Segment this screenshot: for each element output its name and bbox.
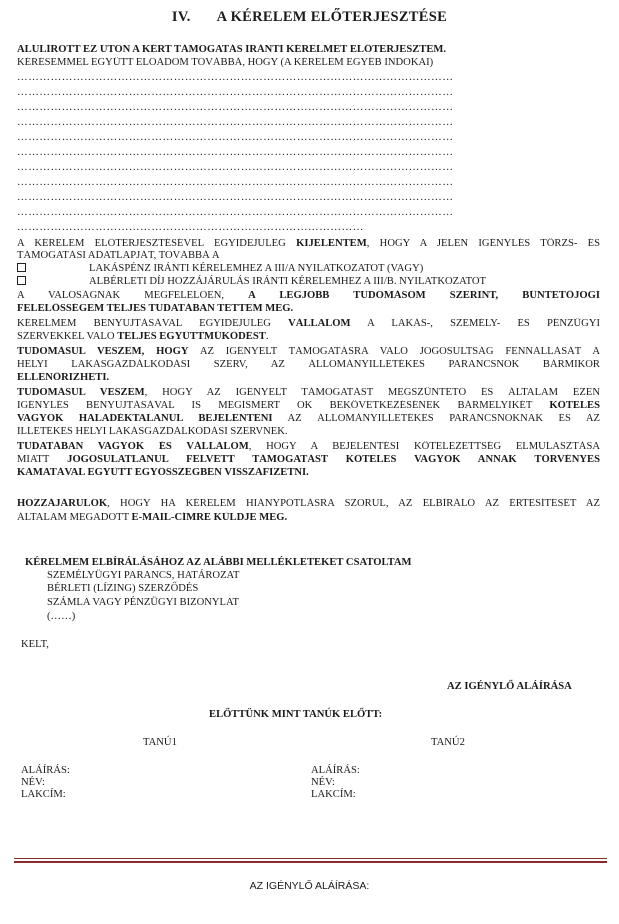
attachment-item: SZÁMLA VAGY PÉNZÜGYI BIZONYLAT bbox=[47, 597, 239, 608]
consent-line-1 bbox=[17, 498, 600, 510]
cooperation-text: . bbox=[265, 331, 269, 342]
report-text: IGÉNYLÉS BENYÚJTÁSÁVAL IS MEGISMERT OK BEKÖVETKEZÉSÉNEK BÁRMELYIKÉT bbox=[17, 400, 550, 411]
consent-text: , HOGY HA KÉRELEM HIÁNYPÓTLÁSRA SZORUL, AZ ELBÍRÁLÓ AZ ÉRTESÍTÉSÉT AZ bbox=[107, 498, 600, 509]
attachments-heading: KÉRELMEM ELBÍRÁLÁSÁHOZ AZ ALÁBBI MELLÉKLETEKET CSATOLTAM bbox=[25, 557, 412, 568]
witness-1-name-label: NÉV: bbox=[21, 777, 45, 788]
option-housing-allowance-label: LAKÁSPÉNZ IRÁNTI KÉRELEMHEZ A III/A NYILATKOZATOT (VAGY) bbox=[89, 263, 424, 274]
reason-line-8[interactable]: ……………………………………………………………………………………………………… bbox=[17, 177, 454, 188]
cooperation-text: SZERVEKKEL VALÓ bbox=[17, 331, 118, 342]
attachment-item: SZEMÉLYÜGYI PARANCS, HATÁROZAT bbox=[47, 570, 240, 581]
footer-applicant-signature: AZ IGÉNYLŐ ALÁÍRÁSA: bbox=[249, 880, 370, 892]
witness-2-title: TANÚ2 bbox=[431, 737, 465, 748]
reason-line-5[interactable]: ……………………………………………………………………………………………………… bbox=[17, 132, 454, 143]
reason-line-9[interactable]: ……………………………………………………………………………………………………… bbox=[17, 192, 454, 203]
declaration-line-2: TÁMOGATÁSI ADATLAPJÁT, TOVÁBBÁ A bbox=[17, 250, 220, 261]
report-line-4: ILLETÉKES HELYI LAKÁSGAZDÁLKODÁSI SZERVNEK. bbox=[17, 426, 288, 437]
refund-bold: TUDATÁBAN VAGYOK ÉS VÁLLALOM bbox=[17, 441, 249, 452]
declaration-bold: KIJELENTEM bbox=[296, 238, 367, 249]
cooperation-text: A LAKÁS-, SZEMÉLY- ÉS PÉNZÜGYI bbox=[350, 318, 600, 329]
checkbox-housing-allowance[interactable] bbox=[17, 263, 26, 272]
declaration-line-4: FELELŐSSÉGEM TELJES TUDATÁBAN TETTEM MEG. bbox=[17, 303, 294, 314]
witness-2-address-label: LAKCÍM: bbox=[311, 789, 356, 800]
witness-2-signature-label: ALÁÍRÁS: bbox=[311, 765, 360, 776]
declaration-text: , HOGY A JELEN IGÉNYLÉS TÖRZS- ÉS bbox=[366, 238, 600, 249]
refund-text: , HOGY A BEJELENTÉSI KÖTELEZETTSÉG ELMULASZTÁSA bbox=[248, 441, 600, 452]
acknowledge-line-3: ELLENŐRIZHETI. bbox=[17, 372, 110, 383]
reason-line-2[interactable]: ……………………………………………………………………………………………………… bbox=[17, 87, 454, 98]
declaration-text: A KÉRELEM ELŐTERJESZTÉSÉVEL EGYIDEJŰLEG bbox=[17, 238, 297, 249]
reason-line-6[interactable]: ……………………………………………………………………………………………………… bbox=[17, 147, 454, 158]
witness-1-title: TANÚ1 bbox=[143, 737, 177, 748]
report-text: AZ ÁLLOMÁNYILLETÉKES PARANCSNOKNAK ÉS AZ bbox=[272, 413, 600, 424]
consent-line-2 bbox=[17, 512, 600, 524]
submission-statement: ALULÍROTT EZ ÚTON A KÉRT TÁMOGATÁS IRÁNTI KÉRELMET ELŐTERJESZTEM. bbox=[17, 44, 447, 55]
attachment-item: (……) bbox=[47, 611, 76, 622]
footer-rule-thick bbox=[14, 861, 607, 863]
cooperation-line-1 bbox=[17, 318, 600, 330]
consent-bold: E-MAIL-CÍMRE KÜLDJE MEG. bbox=[131, 512, 288, 523]
witness-2-name-label: NÉV: bbox=[311, 777, 335, 788]
reason-line-4[interactable]: ……………………………………………………………………………………………………… bbox=[17, 117, 454, 128]
witnesses-heading: ELŐTTÜNK MINT TANÚK ELŐTT: bbox=[209, 709, 383, 720]
report-line-3 bbox=[17, 413, 600, 425]
checkbox-rent-contribution[interactable] bbox=[17, 276, 26, 285]
acknowledge-bold: TUDOMÁSUL VESZEM, HOGY bbox=[17, 346, 189, 357]
consent-text: ÁLTALAM MEGADOTT bbox=[17, 512, 132, 523]
footer-rule-thin bbox=[14, 858, 607, 859]
declaration-line-3 bbox=[17, 290, 600, 302]
acknowledge-line-2: HELYI LAKÁSGAZDÁLKODÁSI SZERV, AZ ÁLLOMÁNYILLETÉKES PARANCSNOK BÁRMIKOR bbox=[17, 359, 600, 370]
report-bold: KÖTELES bbox=[549, 400, 600, 411]
cooperation-bold: VÁLLALOM bbox=[288, 318, 351, 329]
witness-1-signature-label: ALÁÍRÁS: bbox=[21, 765, 70, 776]
declaration-line-1 bbox=[17, 238, 600, 250]
section-number: IV. bbox=[171, 9, 191, 25]
attachment-item: BÉRLETI (LÍZING) SZERZŐDÉS bbox=[47, 583, 199, 594]
kelt-label: KELT, bbox=[21, 639, 49, 650]
reason-line-10[interactable]: ……………………………………………………………………………………………………… bbox=[17, 207, 454, 218]
applicant-signature-label: AZ IGÉNYLŐ ALÁÍRÁSA bbox=[447, 681, 572, 692]
report-bold: TUDOMÁSUL VESZEM bbox=[17, 387, 145, 398]
reason-line-11[interactable]: ………………………………………………………………………………… bbox=[17, 222, 365, 233]
witness-1-address-label: LAKCÍM: bbox=[21, 789, 66, 800]
refund-text: MIATT bbox=[17, 454, 68, 465]
refund-line-3: KAMATÁVAL EGYÜTT EGYÖSSZEGBEN VISSZAFIZETNI. bbox=[17, 467, 309, 478]
declaration-text: A VALÓSÁGNAK MEGFELELŐEN, bbox=[17, 290, 249, 301]
section-heading: A KÉRELEM ELŐTERJESZTÉSE bbox=[216, 9, 448, 25]
acknowledge-text: AZ IGÉNYELT TÁMOGATÁSRA VALÓ JOGOSULTSÁG FENNÁLLÁSÁT A bbox=[188, 346, 600, 357]
report-line-1 bbox=[17, 387, 600, 399]
refund-bold: JOGOSULATLANUL FELVETT TÁMOGATÁST KÖTELES VAGYOK ANNAK TÖRVÉNYES bbox=[67, 454, 600, 465]
report-line-2 bbox=[17, 400, 600, 412]
consent-bold: HOZZÁJÁRULOK bbox=[17, 498, 108, 509]
report-bold: VAGYOK HALADÉKTALANUL BEJELENTENI bbox=[17, 413, 273, 424]
cooperation-bold: TELJES EGYÜTTMŰKÖDÉST bbox=[117, 331, 266, 342]
reason-line-3[interactable]: ……………………………………………………………………………………………………… bbox=[17, 102, 454, 113]
option-rent-contribution-label: ALBÉRLETI DÍJ HOZZÁJÁRULÁS IRÁNTI KÉRELEMHEZ A III/B. NYILATKOZATOT bbox=[89, 276, 487, 287]
report-text: , HOGY AZ IGÉNYELT TÁMOGATÁST MEGSZÜNTETŐ ÉS ÁLTALAM EZEN bbox=[144, 387, 600, 398]
section-title bbox=[0, 9, 619, 26]
reason-line-1[interactable]: ……………………………………………………………………………………………………… bbox=[17, 72, 454, 83]
declaration-bold: A LEGJOBB TUDOMÁSOM SZERINT, BÜNTETŐJOGI bbox=[248, 290, 600, 301]
cooperation-text: KÉRELMEM BENYÚJTÁSÁVAL EGYIDEJŰLEG bbox=[17, 318, 289, 329]
reason-line-7[interactable]: ……………………………………………………………………………………………………… bbox=[17, 162, 454, 173]
other-reasons-label: KÉRÉSEMMEL EGYÜTT ELŐADOM TOVÁBBÁ, HOGY (A KÉRELEM EGYÉB INDOKAI) bbox=[17, 57, 434, 68]
cooperation-line-2 bbox=[17, 331, 600, 343]
refund-line-2 bbox=[17, 454, 600, 466]
refund-line-1 bbox=[17, 441, 600, 453]
acknowledge-line-1 bbox=[17, 346, 600, 358]
